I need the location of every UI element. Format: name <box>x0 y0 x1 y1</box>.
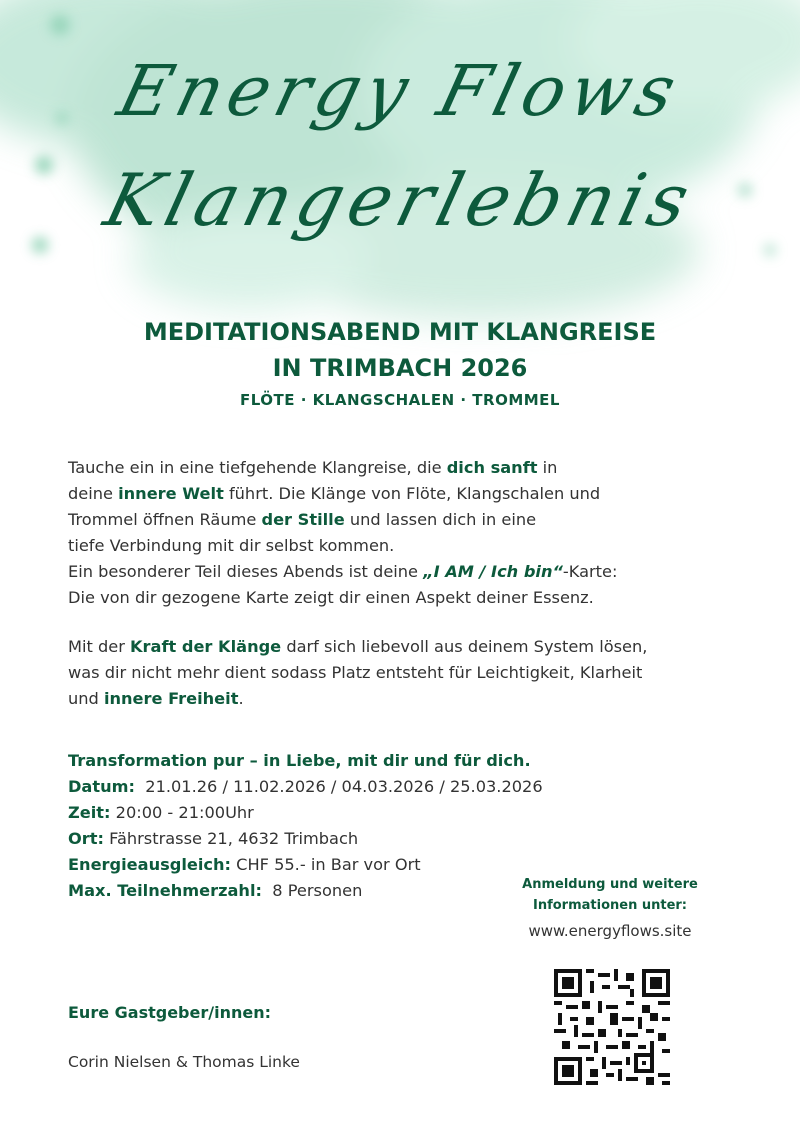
detail-max-participants: Max. Teilnehmerzahl: 8 Personen <box>68 881 363 900</box>
qr-code-icon[interactable] <box>554 969 670 1085</box>
hosts-names: Corin Nielsen & Thomas Linke <box>68 1053 300 1071</box>
detail-date: Datum: 21.01.26 / 11.02.2026 / 04.03.2026 / 25.03.2026 <box>68 777 543 796</box>
title-line-1: Energy Flows <box>110 50 690 132</box>
website-link[interactable]: www.energyflows.site <box>528 922 692 940</box>
headline-line-1: MEDITATIONSABEND MIT KLANGREISE <box>143 318 657 346</box>
details-lead: Transformation pur – in Liebe, mit dir und für dich. <box>68 751 531 770</box>
detail-fee: Energieausgleich: CHF 55.- in Bar vor Ort <box>68 855 421 874</box>
title-line-2: Klangerlebnis <box>96 158 704 242</box>
hosts-label: Eure Gastgeber/innen: <box>68 1003 271 1022</box>
event-details <box>68 748 543 904</box>
registration-info: Anmeldung und weitere Informationen unter: <box>522 877 698 913</box>
sound-paragraph: Mit der Kraft der Klänge darf sich liebevoll aus deinem System lösen, was dir nicht mehr dient sodass Platz entsteht für Leichtigkeit, Klarheit und innere Freiheit. <box>68 637 648 708</box>
detail-place: Ort: Fährstrasse 21, 4632 Trimbach <box>68 829 359 848</box>
title-block <box>0 30 800 290</box>
detail-time: Zeit: 20:00 - 21:00Uhr <box>68 803 254 822</box>
intro-paragraph: Tauche ein in eine tiefgehende Klangreise, die dich sanft in deine innere Welt führt. Die Klänge von Flöte, Klangschalen und Trommel öffnen Räume der Stille und lassen dich in eine tiefe Verbindung mit dir selbst kommen. Ein besonderer Teil dieses Abends ist deine „I AM / Ich bin“-Karte: Die von dir gezogene Karte zeigt dir einen Aspekt deiner Essenz. <box>68 458 618 607</box>
headline-line-2: IN TRIMBACH 2026 <box>272 354 528 382</box>
headline-subline: FLÖTE · KLANGSCHALEN · TROMMEL <box>240 391 560 409</box>
